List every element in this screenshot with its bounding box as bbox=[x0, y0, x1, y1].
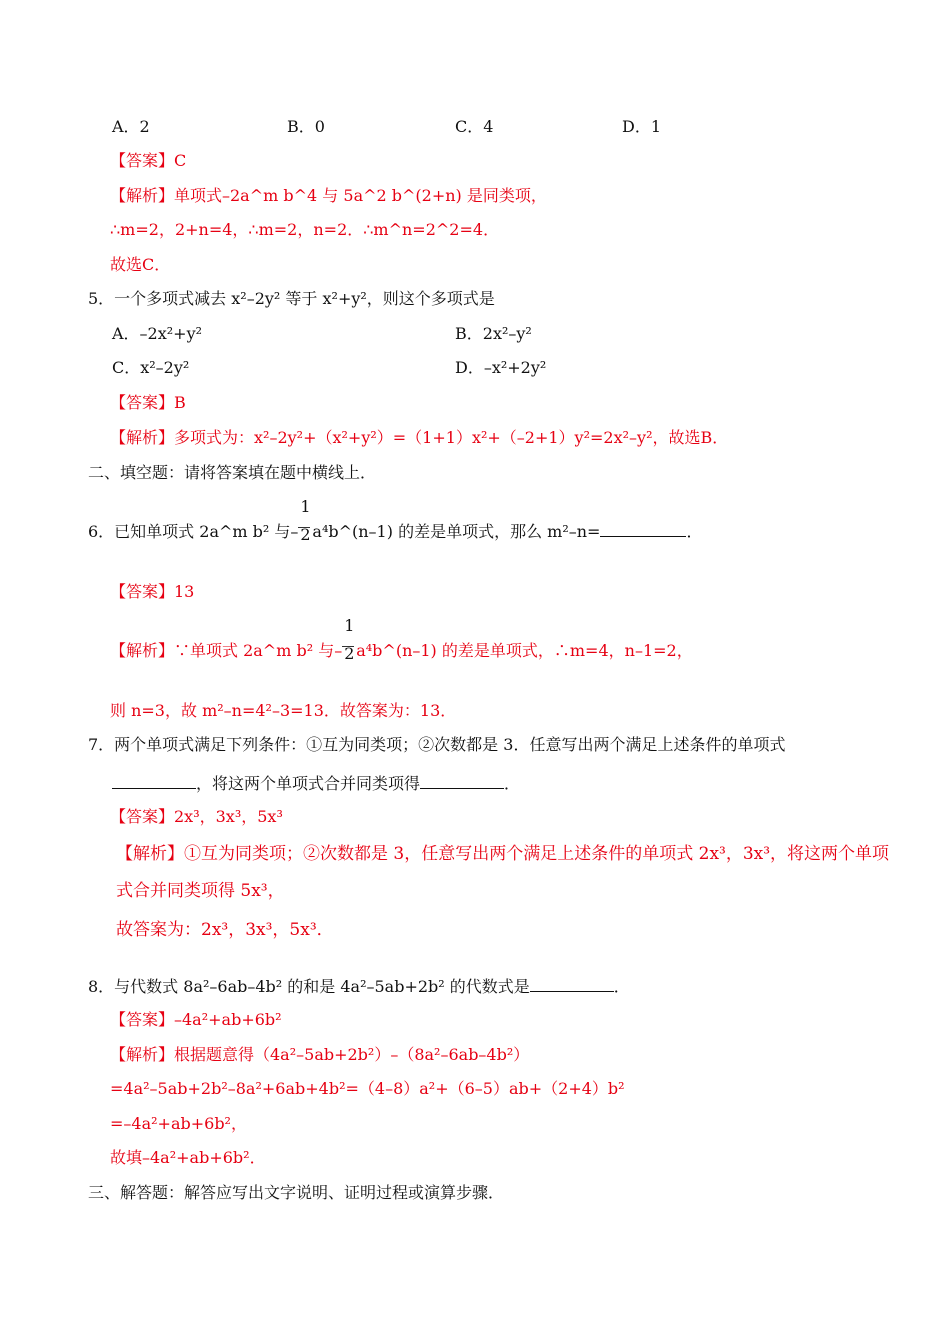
q6-stem bbox=[88, 496, 703, 544]
q4-option-d: D．1 bbox=[622, 117, 662, 136]
q8-stem-text: 8．与代数式 8a²–6ab–4b² 的和是 4a²–5ab+2b² 的代数式是 bbox=[88, 977, 530, 996]
q6-answer: 【答案】13 bbox=[110, 582, 195, 601]
q8-analysis-line-4: 故填–4a²+ab+6b²． bbox=[110, 1148, 266, 1167]
q8-analysis-line-3: =–4a²+ab+6b²， bbox=[110, 1114, 247, 1133]
q7-answer-blank-2[interactable] bbox=[420, 772, 504, 789]
q7-answer: 【答案】2x³，3x³，5x³ bbox=[110, 807, 283, 826]
q6-analysis-result: 则 n=3，故 m²–n=4²–3=13．故答案为：13． bbox=[110, 701, 457, 720]
q4-option-c: C．4 bbox=[455, 117, 494, 136]
q5-stem: 5．一个多项式减去 x²–2y² 等于 x²+y²，则这个多项式是 bbox=[88, 289, 495, 308]
q7-analysis-line-2: 式合并同类项得 5x³， bbox=[116, 881, 285, 901]
q5-option-d: D．–x²+2y² bbox=[455, 358, 547, 377]
q4-analysis: 【解析】单项式–2a^m b^4 与 5a^2 b^(2+n) 是同类项， bbox=[110, 186, 547, 205]
q7-answer-blank-1[interactable] bbox=[112, 772, 196, 789]
q7-stem-line-2 bbox=[112, 772, 520, 795]
q6-analysis-fraction bbox=[342, 615, 356, 663]
q4-answer: 【答案】C bbox=[110, 151, 187, 170]
q6-fraction bbox=[298, 496, 312, 544]
fraction-numerator: 1 bbox=[300, 496, 311, 516]
q7-analysis: 【解析】①互为同类项；②次数都是 3，任意写出两个满足上述条件的单项式 2x³，3x³，将这两个单项 bbox=[116, 844, 890, 864]
q8-answer: 【答案】–4a²+ab+6b² bbox=[110, 1010, 282, 1029]
q5-option-b: B．2x²–y² bbox=[455, 324, 532, 343]
q7-analysis-line-3: 故答案为：2x³，3x³，5x³． bbox=[116, 920, 334, 940]
q6-analysis-part-a: 【解析】∵单项式 2a^m b² 与– bbox=[110, 641, 343, 660]
q4-conclusion: 故选C． bbox=[110, 255, 171, 274]
q6-analysis-part-b: a⁴b^(n–1) 的差是单项式，∴m=4，n–1=2， bbox=[356, 641, 693, 660]
fraction-denominator: 2 bbox=[344, 643, 355, 663]
q6-stem-part-b: a⁴b^(n–1) 的差是单项式，那么 m²–n= bbox=[312, 522, 601, 541]
q8-answer-blank[interactable] bbox=[530, 975, 614, 992]
q4-option-a: A．2 bbox=[112, 117, 150, 136]
q5-option-c: C．x²–2y² bbox=[112, 358, 190, 377]
q7-stem: 7．两个单项式满足下列条件：①互为同类项；②次数都是 3．任意写出两个满足上述条件的单项式 bbox=[88, 735, 786, 754]
q8-stem-end: ． bbox=[613, 977, 630, 996]
q4-option-b: B．0 bbox=[287, 117, 325, 136]
q6-stem-part-a: 6．已知单项式 2a^m b² 与– bbox=[88, 522, 299, 541]
q5-option-a: A．–2x²+y² bbox=[112, 324, 203, 343]
section-3-heading: 三、解答题：解答应写出文字说明、证明过程或演算步骤． bbox=[88, 1183, 505, 1202]
q7-stem-part-a: ，将这两个单项式合并同类项得 bbox=[196, 774, 421, 793]
q5-analysis: 【解析】多项式为：x²–2y²+（x²+y²）=（1+1）x²+（–2+1）y²=2x²–y²，故选B． bbox=[110, 428, 729, 447]
q6-stem-end: ． bbox=[686, 522, 703, 541]
fraction-denominator: 2 bbox=[300, 524, 311, 544]
q6-answer-blank[interactable] bbox=[600, 520, 686, 537]
q4-analysis-step: ∴m=2，2+n=4，∴m=2，n=2．∴m^n=2^2=4． bbox=[110, 220, 500, 239]
q8-analysis: 【解析】根据题意得（4a²–5ab+2b²）–（8a²–6ab–4b²） bbox=[110, 1045, 530, 1064]
q8-stem bbox=[88, 975, 630, 998]
q7-stem-end: ． bbox=[504, 774, 521, 793]
q5-answer: 【答案】B bbox=[110, 393, 186, 412]
fraction-numerator: 1 bbox=[344, 615, 355, 635]
section-2-heading: 二、填空题：请将答案填在题中横线上． bbox=[88, 463, 377, 482]
q8-analysis-line-2: =4a²–5ab+2b²–8a²+6ab+4b²=（4–8）a²+（6–5）ab+（2+4）b² bbox=[110, 1079, 625, 1098]
q6-analysis bbox=[110, 615, 693, 663]
